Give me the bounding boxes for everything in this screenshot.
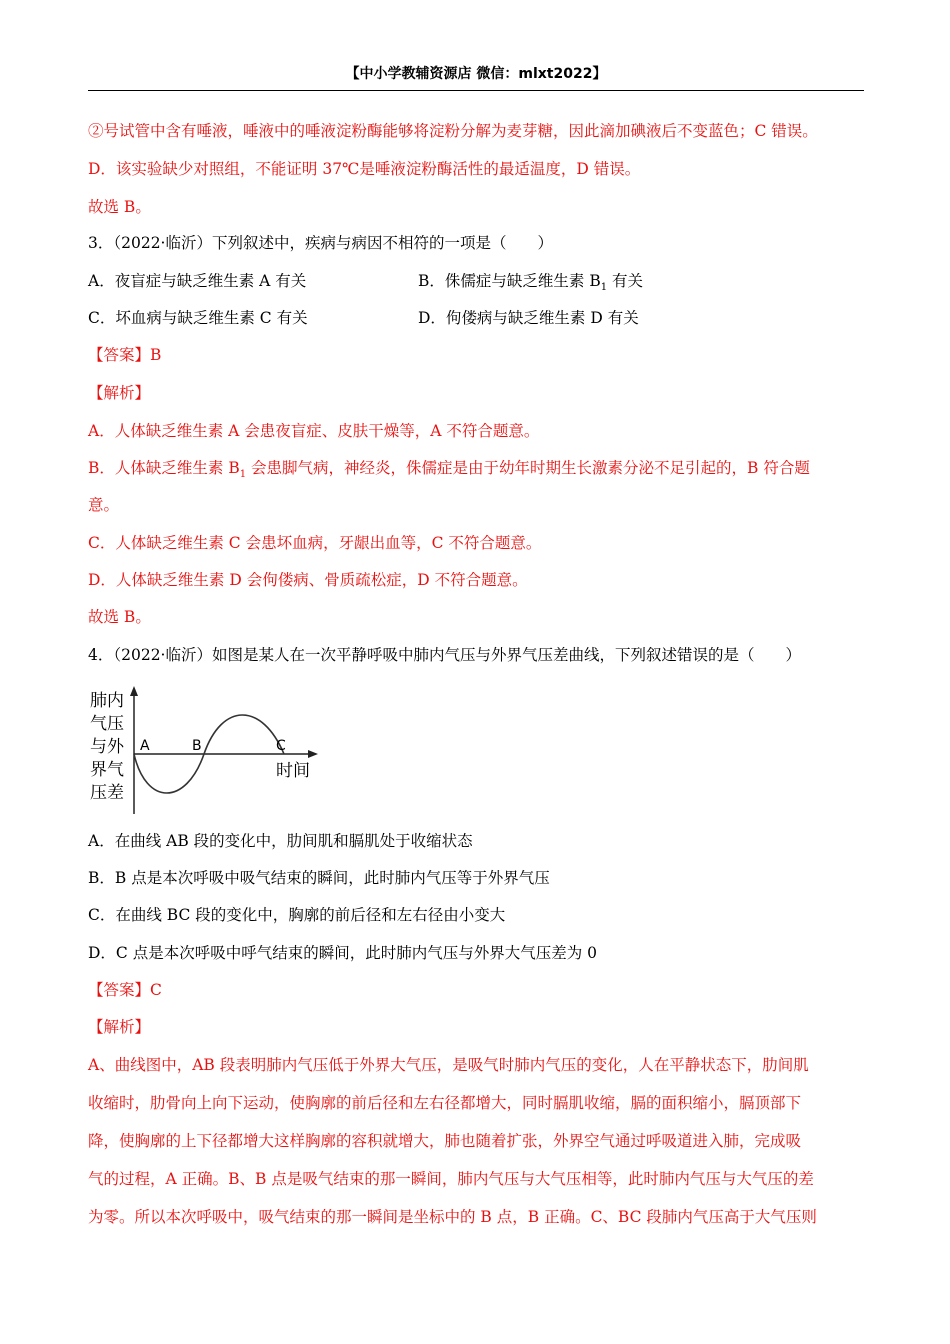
q4-option-c: C．在曲线 BC 段的变化中，胸廓的前后径和左右径由小变大	[88, 906, 506, 924]
q4-explanation-line-1: A、曲线图中，AB 段表明肺内气压低于外界大气压，是吸气时肺内气压的变化，人在平静状态下，肋间肌	[88, 1056, 809, 1074]
q4-option-d: D．C 点是本次呼吸中呼气结束的瞬间，此时肺内气压与外界大气压差为 0	[88, 944, 598, 962]
chart-point-a: A	[140, 738, 150, 754]
q3-explanation-b-cont: 意。	[88, 496, 120, 514]
chart-ylabel-line-5: 压差	[90, 783, 124, 803]
q3-option-c: C．坏血病与缺乏维生素 C 有关	[88, 309, 308, 327]
q4-option-a: A．在曲线 AB 段的变化中，肋间肌和膈肌处于收缩状态	[88, 832, 473, 850]
chart-ylabel-line-3: 与外	[90, 737, 124, 757]
q3-explanation-a: A．人体缺乏维生素 A 会患夜盲症、皮肤干燥等，A 不符合题意。	[88, 422, 540, 440]
q3-option-b: B．侏儒症与缺乏维生素 $B_1$ 有关	[418, 272, 644, 294]
chart-ylabel-line-4: 界气	[90, 760, 124, 780]
q4-explanation-line-2: 收缩时，肋骨向上向下运动，使胸廓的前后径和左右径都增大，同时膈肌收缩，膈的面积缩小，膈顶部下	[88, 1094, 802, 1112]
q4-explanation-line-5: 为零。所以本次呼吸中，吸气结束的那一瞬间是坐标中的 B 点，B 正确。C、BC 段肺内气压高于大气压则	[88, 1208, 817, 1226]
q4-answer: 【答案】C	[88, 981, 162, 999]
q3-options-row-2	[88, 307, 878, 329]
chart-point-b: B	[192, 738, 202, 754]
q4-explanation-line-3: 降，使胸廓的上下径都增大这样胸廓的容积就增大，肺也随着扩张，外界空气通过呼吸道进入肺，完成吸	[88, 1132, 802, 1150]
q3-explanation-c: C．人体缺乏维生素 C 会患坏血病，牙龈出血等，C 不符合题意。	[88, 534, 542, 552]
prev-explanation-line-1: ②号试管中含有唾液，唾液中的唾液淀粉酶能够将淀粉分解为麦芽糖，因此滴加碘液后不变蓝色；C 错误。	[88, 122, 818, 140]
q3-explanation-b: B．人体缺乏维生素 $B_1$ 会患脚气病，神经炎，侏儒症是由于幼年时期生长激素分泌不足引起的，B 符合题	[88, 459, 810, 481]
q4-option-b: B．B 点是本次呼吸中吸气结束的瞬间，此时肺内气压等于外界气压	[88, 869, 550, 887]
q3-stem: 3．（2022·临沂）下列叙述中，疾病与病因不相符的一项是（ ）	[88, 234, 553, 252]
chart-ylabel-line-2: 气压	[90, 714, 124, 734]
chart-ylabel-line-1: 肺内	[90, 691, 124, 711]
q3-answer: 【答案】B	[88, 346, 162, 364]
chart-y-arrow	[130, 686, 138, 696]
q3-option-d: D．佝偻病与缺乏维生素 D 有关	[418, 309, 639, 327]
q3-options-row-1	[88, 270, 878, 292]
q4-stem: 4．（2022·临沂）如图是某人在一次平静呼吸中肺内气压与外界气压差曲线，下列叙述错误的是（ ）	[88, 646, 801, 664]
q3-explanation-d: D．人体缺乏维生素 D 会佝偻病、骨质疏松症，D 不符合题意。	[88, 571, 528, 589]
q3-analysis-label: 【解析】	[88, 384, 151, 402]
q3-option-a: A．夜盲症与缺乏维生素 A 有关	[88, 272, 307, 290]
q3-conclusion: 故选 B。	[88, 608, 151, 626]
prev-conclusion: 故选 B。	[88, 198, 151, 216]
page-header: 【中小学教辅资源店 微信：mlxt2022】	[88, 62, 864, 91]
chart-x-arrow	[308, 750, 318, 758]
prev-explanation-line-2: D．该实验缺少对照组，不能证明 37℃是唾液淀粉酶活性的最适温度，D 错误。	[88, 160, 641, 178]
q4-analysis-label: 【解析】	[88, 1018, 151, 1036]
pressure-curve-chart	[88, 684, 328, 824]
q4-explanation-line-4: 气的过程，A 正确。B、B 点是吸气结束的那一瞬间，肺内气压与大气压相等，此时肺内气压与大气压的差	[88, 1170, 814, 1188]
chart-xlabel: 时间	[276, 761, 310, 781]
chart-point-c: C	[276, 738, 286, 754]
